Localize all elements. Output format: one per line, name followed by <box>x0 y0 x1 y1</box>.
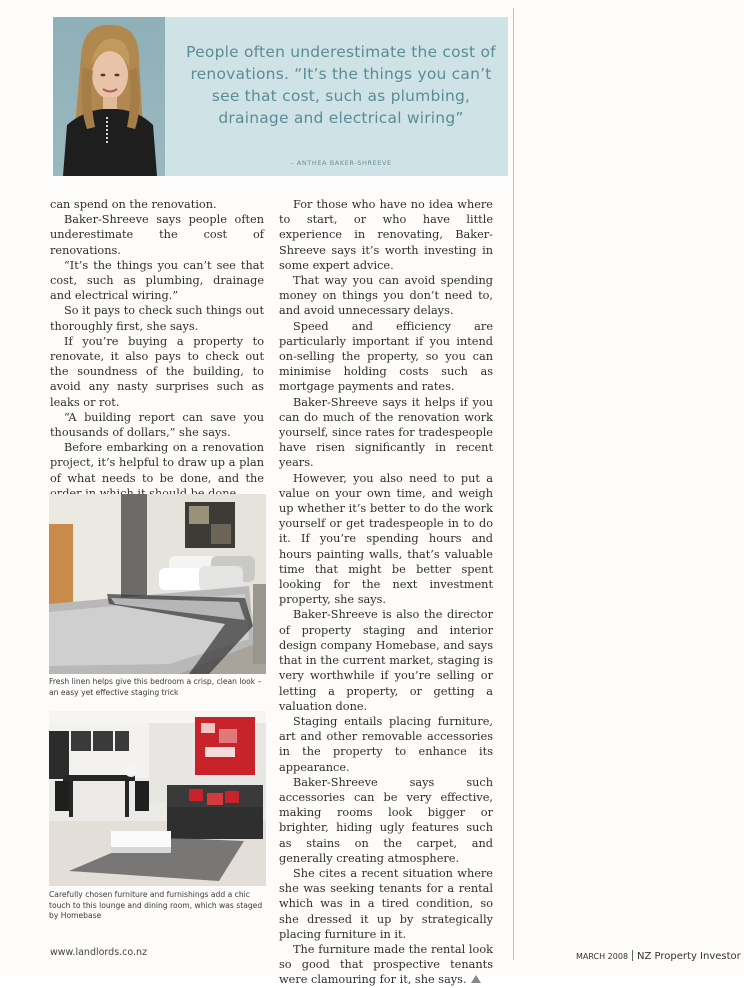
footer-magazine-name: NZ Property Investor <box>637 951 741 962</box>
left-column-text <box>50 197 264 501</box>
paragraph: “It’s the things you can’t see that cost, such as plumbing, drainage and electrical wiring.” <box>50 258 264 303</box>
page-gutter-line <box>513 8 514 960</box>
pull-quote-author: – ANTHEA BAKER-SHREEVE <box>290 159 392 167</box>
bedroom-photo <box>49 494 266 674</box>
paragraph: Speed and efficiency are particularly important if you intend on-selling the property, so you can minimise holding costs such as mortgage payments and rates. <box>279 319 493 394</box>
right-column-text <box>279 197 493 988</box>
paragraph: Baker-Shreeve says such accessories can be very effective, making rooms look bigger or brighter, hiding ugly features such as stains on the carpet, and generally creating atmosphere. <box>279 775 493 865</box>
footer-website: www.landlords.co.nz <box>50 947 148 958</box>
footer-issue <box>576 950 741 962</box>
end-of-article-icon <box>471 975 481 983</box>
paragraph: However, you also need to put a value on your own time, and weigh up whether it’s better to do the work yourself or get tradespeople in to do it. If you’re spending hours and hours painting walls, that’s valuable time that might be better spent looking for the next investment property, she says. <box>279 471 493 607</box>
pull-quote-text: People often underestimate the cost of renovations. “It’s the things you can’t see that cost, such as plumbing, drainage and electrical wiring” <box>186 43 496 127</box>
author-portrait <box>53 17 165 176</box>
paragraph: She cites a recent situation where she was seeking tenants for a rental which was in a tired condition, so she dressed it up by strategically placing furniture in it. <box>279 866 493 941</box>
paragraph: So it pays to check such things out thoroughly first, she says. <box>50 304 264 333</box>
paragraph: That way you can avoid spending money on things you don’t need to, and avoid unnecessary delays. <box>279 274 493 318</box>
lounge-photo-caption: Carefully chosen furniture and furnishings add a chic touch to this lounge and dining room, which was staged by Homebase <box>49 890 263 920</box>
paragraph: “A building report can save you thousands of dollars,” she says. <box>50 410 264 440</box>
paragraph: Baker-Shreeve says people often underestimate the cost of renovations. <box>50 213 264 257</box>
paragraph: Baker-Shreeve says it helps if you can do much of the renovation work yourself, since rates for tradespeople have risen significantly in recent years. <box>279 395 493 470</box>
paragraph: can spend on the renovation. <box>50 198 217 211</box>
bedroom-photo-caption: Fresh linen helps give this bedroom a crisp, clean look – an easy yet effective staging trick <box>49 677 262 697</box>
paragraph: Baker-Shreeve is also the director of property staging and interior design company Homebase, and says that in the current market, staging is very worthwhile if you’re selling or letting a property, or getting a valuation done. <box>279 608 493 713</box>
paragraph: For those who have no idea where to start, or who have little experience in renovating, Baker-Shreeve says it’s worth investing in some expert advice. <box>279 198 493 272</box>
paragraph: Before embarking on a renovation project, it’s helpful to draw up a plan of what needs to be done, and the <box>50 441 264 485</box>
pull-quote-banner <box>53 17 508 176</box>
lounge-photo <box>49 711 266 886</box>
paragraph-last <box>279 942 493 988</box>
paragraph-last-text: The furniture made the rental look so good that prospective tenants were clamouring for it, she says. <box>279 942 493 987</box>
footer-issue-date: MARCH 2008 <box>576 952 629 961</box>
footer-divider <box>632 950 633 961</box>
paragraph: Staging entails placing furniture, art and other removable accessories in the property to enhance its appearance. <box>279 714 493 774</box>
paragraph: If you’re buying a property to renovate, it also pays to check out the soundness of the building, to avoid any nasty surprises such as leaks or rot. <box>50 334 264 409</box>
